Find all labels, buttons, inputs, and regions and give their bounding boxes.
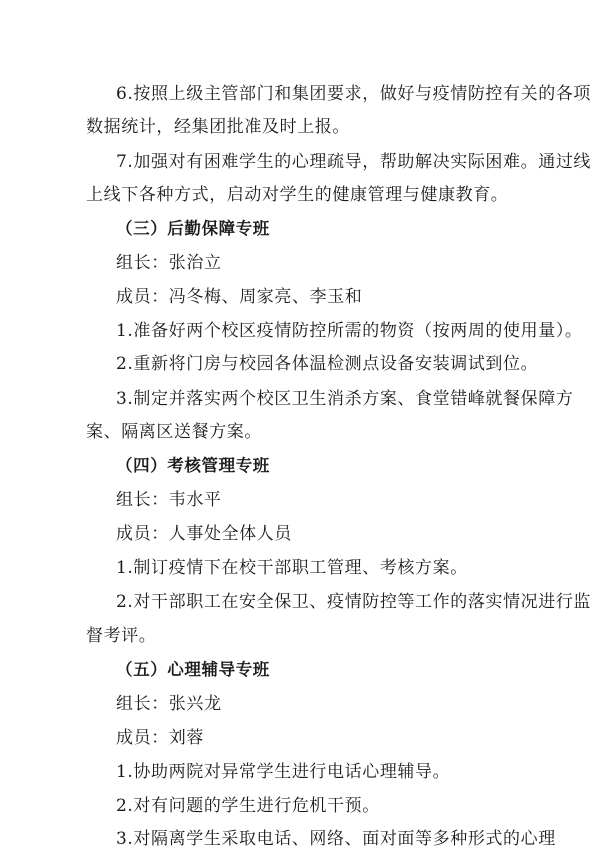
list-item: 2.对干部职工在安全保卫、疫情防控等工作的落实情况进行监 <box>116 592 592 612</box>
list-item: 1.协助两院对异常学生进行电话心理辅导。 <box>116 762 451 782</box>
paragraph-line: 督考评。 <box>86 626 157 646</box>
group-members-line: 成员：人事处全体人员 <box>116 524 292 544</box>
group-members-line: 成员：冯冬梅、周家亮、李玉和 <box>116 287 363 307</box>
list-item: 3.制定并落实两个校区卫生消杀方案、食堂错峰就餐保障方 <box>116 389 574 409</box>
list-item: 2.重新将门房与校园各体温检测点设备安装调试到位。 <box>116 354 539 374</box>
paragraph-line: 数据统计，经集团批准及时上报。 <box>86 117 350 137</box>
paragraph-line: 案、隔离区送餐方案。 <box>86 422 262 442</box>
group-leader-line: 组长：韦水平 <box>116 490 222 510</box>
paragraph-line: 上线下各种方式，启动对学生的健康管理与健康教育。 <box>86 185 509 205</box>
section-heading: （三）后勤保障专班 <box>116 219 270 238</box>
list-item: 1.准备好两个校区疫情防控所需的物资（按两周的使用量）。 <box>116 321 583 341</box>
list-item: 3.对隔离学生采取电话、网络、面对面等多种形式的心理 <box>116 829 556 849</box>
section-heading: （四）考核管理专班 <box>116 456 270 475</box>
paragraph-line: 7.加强对有困难学生的心理疏导，帮助解决实际困难。通过线 <box>116 152 592 172</box>
group-leader-line: 组长：张治立 <box>116 253 222 273</box>
group-members-line: 成员：刘蓉 <box>116 728 204 748</box>
list-item: 1.制订疫情下在校干部职工管理、考核方案。 <box>116 558 468 578</box>
list-item: 2.对有问题的学生进行危机干预。 <box>116 796 380 816</box>
group-leader-line: 组长：张兴龙 <box>116 694 222 714</box>
paragraph-line: 6.按照上级主管部门和集团要求，做好与疫情防控有关的各项 <box>116 84 592 104</box>
section-heading: （五）心理辅导专班 <box>116 660 270 679</box>
